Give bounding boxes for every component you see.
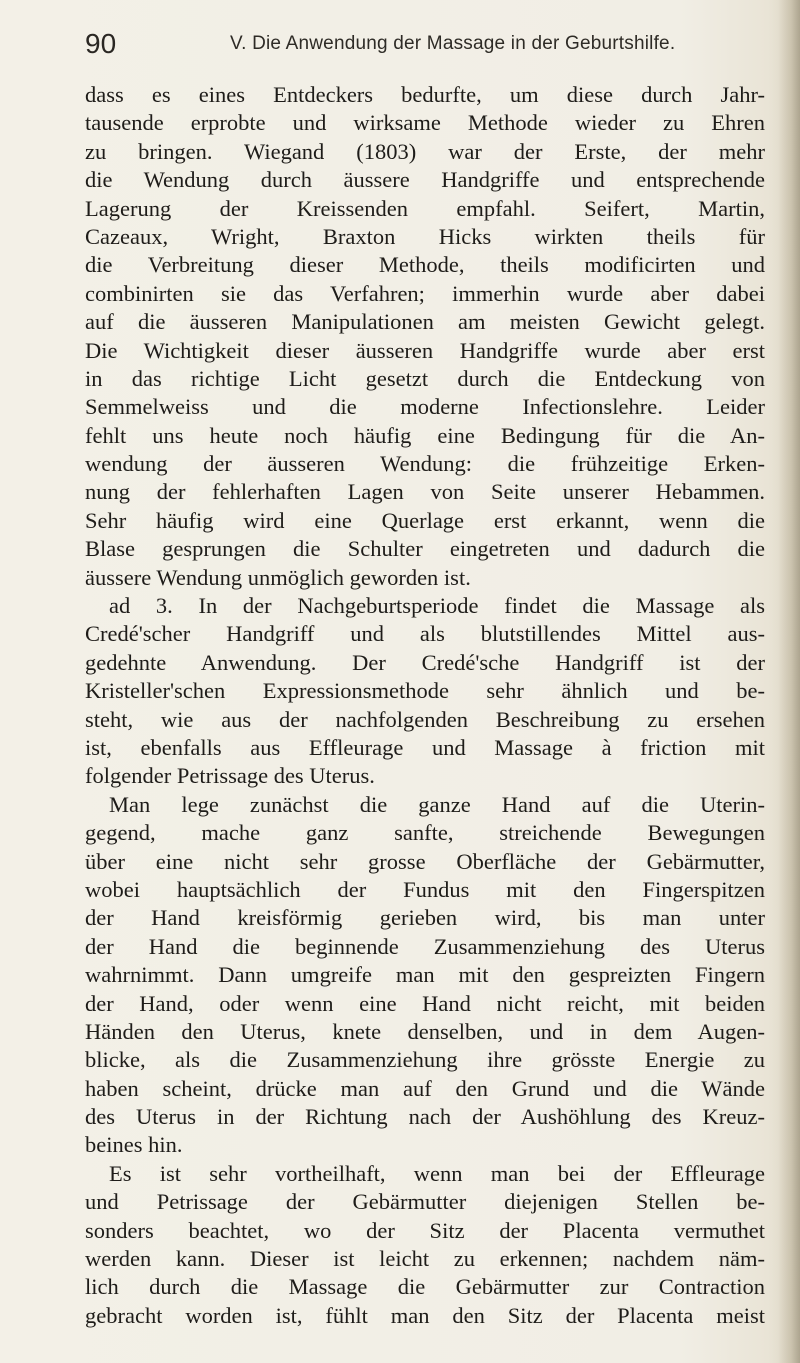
text-line: Credé'scher Handgriff und als blutstillendes Mittel aus- [85, 621, 765, 647]
text-line: Semmelweiss und die moderne Infectionslehre. Leider [85, 394, 765, 420]
text-line: Die Wichtigkeit dieser äusseren Handgriffe wurde aber erst [85, 337, 765, 363]
text-line: gegend, mache ganz sanfte, streichende Bewegungen [85, 820, 765, 846]
text-line: fehlt uns heute noch häufig eine Bedingung für die An- [85, 422, 765, 448]
text-line: gebracht worden ist, fühlt man den Sitz der Placenta meist [85, 1302, 765, 1328]
text-line: blicke, als die Zusammenziehung ihre grösste Energie zu [85, 1047, 765, 1073]
text-line: tausende erprobte und wirksame Methode wieder zu Ehren [85, 110, 765, 136]
text-line: haben scheint, drücke man auf den Grund und die Wände [85, 1075, 765, 1101]
text-line: der Hand kreisförmig gerieben wird, bis man unter [85, 905, 765, 931]
text-line: Man lege zunächst die ganze Hand auf die Uterin- [109, 791, 765, 817]
text-line: ist, ebenfalls aus Effleurage und Massage à friction mit [85, 734, 765, 760]
text-line: gedehnte Anwendung. Der Credé'sche Handgriff ist der [85, 649, 765, 675]
page-header [85, 26, 765, 62]
text-line: wahrnimmt. Dann umgreife man mit den gespreizten Fingern [85, 962, 765, 988]
text-line: Händen den Uterus, knete denselben, und in dem Augen- [85, 1018, 765, 1044]
text-line: steht, wie aus der nachfolgenden Beschreibung zu ersehen [85, 706, 765, 732]
text-line: über eine nicht sehr grosse Oberfläche der Gebärmutter, [85, 848, 765, 874]
text-line: combinirten sie das Verfahren; immerhin wurde aber dabei [85, 280, 765, 306]
text-line: Blase gesprungen die Schulter eingetreten und dadurch die [85, 536, 765, 562]
text-line: der Hand, oder wenn eine Hand nicht reicht, mit beiden [85, 990, 765, 1016]
text-line: werden kann. Dieser ist leicht zu erkennen; nachdem näm- [85, 1246, 765, 1272]
text-line: Cazeaux, Wright, Braxton Hicks wirkten theils für [85, 223, 765, 249]
text-line: nung der fehlerhaften Lagen von Seite unserer Hebammen. [85, 479, 765, 505]
text-line: die Verbreitung dieser Methode, theils modificirten und [85, 252, 765, 278]
text-line: Kristeller'schen Expressionsmethode sehr ähnlich und be- [85, 678, 765, 704]
text-line: der Hand die beginnende Zusammenziehung des Uterus [85, 933, 765, 959]
text-line: des Uterus in der Richtung nach der Aushöhlung des Kreuz- [85, 1104, 765, 1130]
text-line: sonders beachtet, wo der Sitz der Placenta vermuthet [85, 1217, 765, 1243]
text-line: Es ist sehr vortheilhaft, wenn man bei der Effleurage [109, 1160, 765, 1186]
text-line: zu bringen. Wiegand (1803) war der Erste, der mehr [85, 138, 765, 164]
text-line: dass es eines Entdeckers bedurfte, um diese durch Jahr- [85, 82, 765, 107]
text-line: äussere Wendung unmöglich geworden ist. [85, 564, 471, 590]
text-line: beines hin. [85, 1132, 183, 1158]
text-line: lich durch die Massage die Gebärmutter zur Contraction [85, 1274, 765, 1300]
body-text [85, 81, 765, 1330]
text-line: ad 3. In der Nachgeburtsperiode findet die Massage als [109, 593, 765, 619]
text-line: und Petrissage der Gebärmutter diejenigen Stellen be- [85, 1189, 765, 1215]
running-title: V. Die Anwendung der Massage in der Geburtshilfe. [230, 33, 676, 54]
text-line: Lagerung der Kreissenden empfahl. Seifert, Martin, [85, 195, 765, 221]
page-edge-shadow [778, 0, 800, 1363]
page-number: 90 [85, 28, 117, 59]
text-line: wendung der äusseren Wendung: die frühzeitige Erken- [85, 451, 765, 477]
text-line: die Wendung durch äussere Handgriffe und entsprechende [85, 167, 765, 193]
text-line: Sehr häufig wird eine Querlage erst erkannt, wenn die [85, 507, 765, 533]
text-line: in das richtige Licht gesetzt durch die Entdeckung von [85, 365, 765, 391]
text-line: wobei hauptsächlich der Fundus mit den Fingerspitzen [85, 876, 765, 902]
text-line: folgender Petrissage des Uterus. [85, 763, 375, 789]
text-line: auf die äusseren Manipulationen am meisten Gewicht gelegt. [85, 309, 765, 335]
